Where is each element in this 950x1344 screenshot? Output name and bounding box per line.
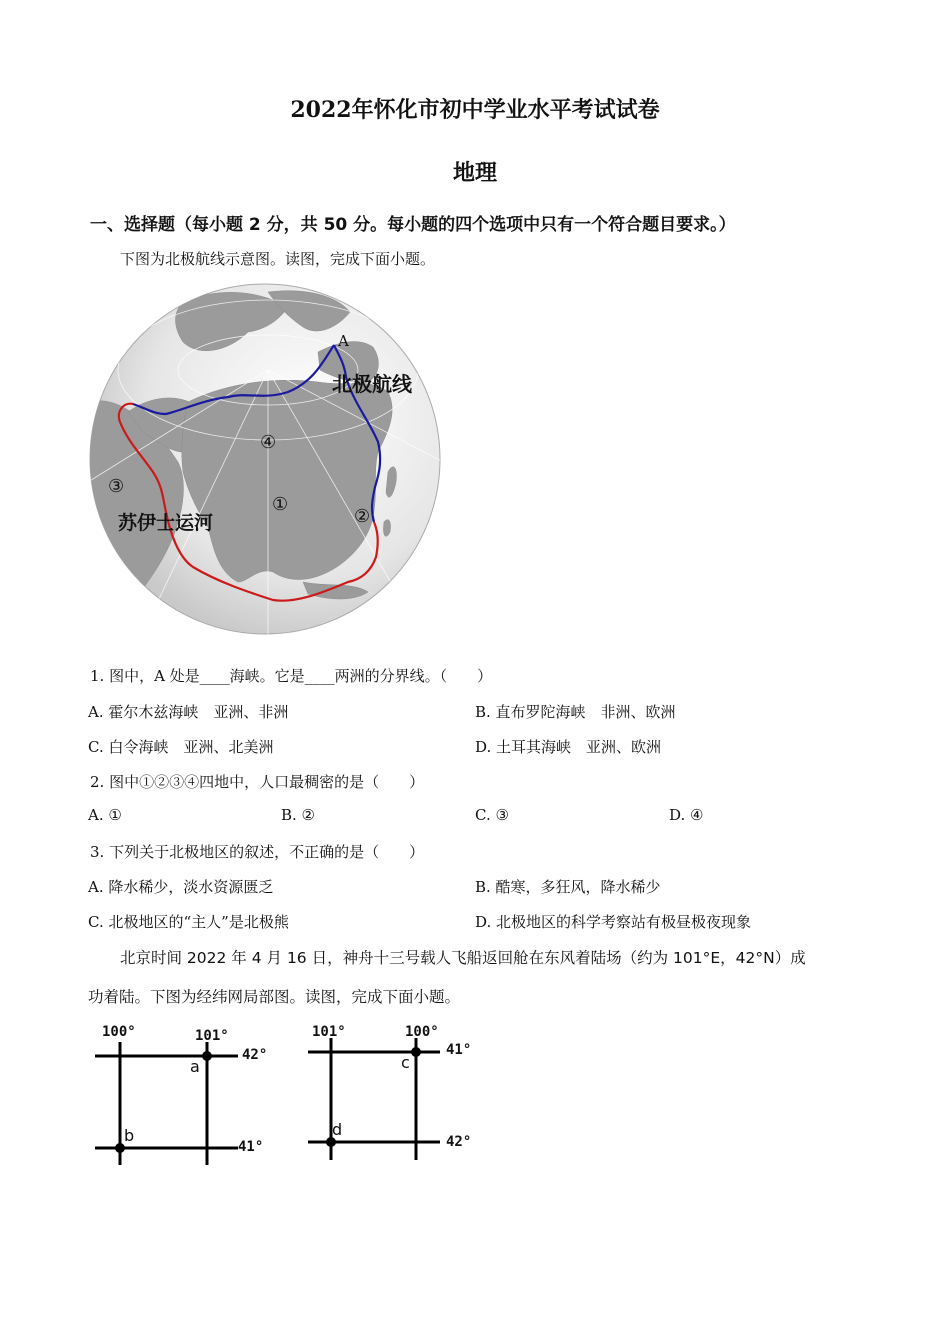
q1-option-d: D. 土耳其海峡 亚洲、欧洲 — [475, 738, 662, 756]
marker-4: ④ — [260, 432, 277, 453]
right-lat-top: 41° — [446, 1042, 472, 1058]
marker-2: ② — [354, 506, 371, 527]
q2-option-b: B. ② — [281, 806, 316, 824]
q3-option-a: A. 降水稀少，淡水资源匮乏 — [88, 878, 274, 896]
subject-title: 地理 — [452, 160, 497, 186]
marker-3: ③ — [108, 476, 125, 497]
point-d-label: d — [332, 1120, 343, 1139]
question-2-stem: 2. 图中①②③④四地中，人口最稠密的是（ ） — [90, 773, 425, 791]
right-lat-bottom: 42° — [446, 1134, 472, 1150]
marker-1: ① — [272, 494, 289, 515]
graticule-figure — [90, 1020, 490, 1170]
point-c-label: c — [401, 1053, 410, 1072]
section2-intro-line1: 北京时间 2022 年 4 月 16 日，神舟十三号载人飞船返回舱在东风着陆场（约为 101°E，42°N）成 — [120, 949, 806, 967]
point-b-label: b — [124, 1126, 135, 1145]
left-lon-right: 101° — [195, 1028, 229, 1044]
arctic-route-map — [88, 282, 443, 637]
q2-option-c: C. ③ — [475, 806, 509, 824]
left-lat-top: 42° — [242, 1047, 268, 1063]
q1-option-b: B. 直布罗陀海峡 非洲、欧洲 — [475, 703, 676, 721]
page-title: 2022年怀化市初中学业水平考试试卷 — [290, 97, 660, 123]
q3-option-b: B. 酷寒，多狂风，降水稀少 — [475, 878, 661, 896]
suez-canal-label: 苏伊士运河 — [118, 512, 214, 534]
section-heading: 一、选择题（每小题 2 分，共 50 分。每小题的四个选项中只有一个符合题目要求。） — [90, 215, 736, 235]
q2-option-d: D. ④ — [669, 806, 704, 824]
left-lat-bottom: 41° — [238, 1139, 264, 1155]
q3-option-d: D. 北极地区的科学考察站有极昼极夜现象 — [475, 913, 752, 931]
question-3-stem: 3. 下列关于北极地区的叙述，不正确的是（ ） — [90, 843, 425, 861]
q2-option-a: A. ① — [88, 806, 122, 824]
label-a: A — [338, 332, 349, 350]
question-1-stem: 1. 图中，A 处是____海峡。它是____两洲的分界线。（ ） — [90, 667, 493, 685]
q1-option-a: A. 霍尔木兹海峡 亚洲、非洲 — [88, 703, 289, 721]
right-lon-left: 101° — [312, 1024, 346, 1040]
arctic-route-label: 北极航线 — [332, 372, 412, 396]
right-lon-right: 100° — [405, 1024, 439, 1040]
q1-option-c: C. 白令海峡 亚洲、北美洲 — [88, 738, 274, 756]
section-intro: 下图为北极航线示意图。读图，完成下面小题。 — [120, 250, 436, 268]
point-a-label: a — [190, 1057, 200, 1076]
section2-intro-line2: 功着陆。下图为经纬网局部图。读图，完成下面小题。 — [88, 988, 461, 1006]
q3-option-c: C. 北极地区的“主人”是北极熊 — [88, 913, 289, 931]
left-lon-left: 100° — [102, 1024, 136, 1040]
